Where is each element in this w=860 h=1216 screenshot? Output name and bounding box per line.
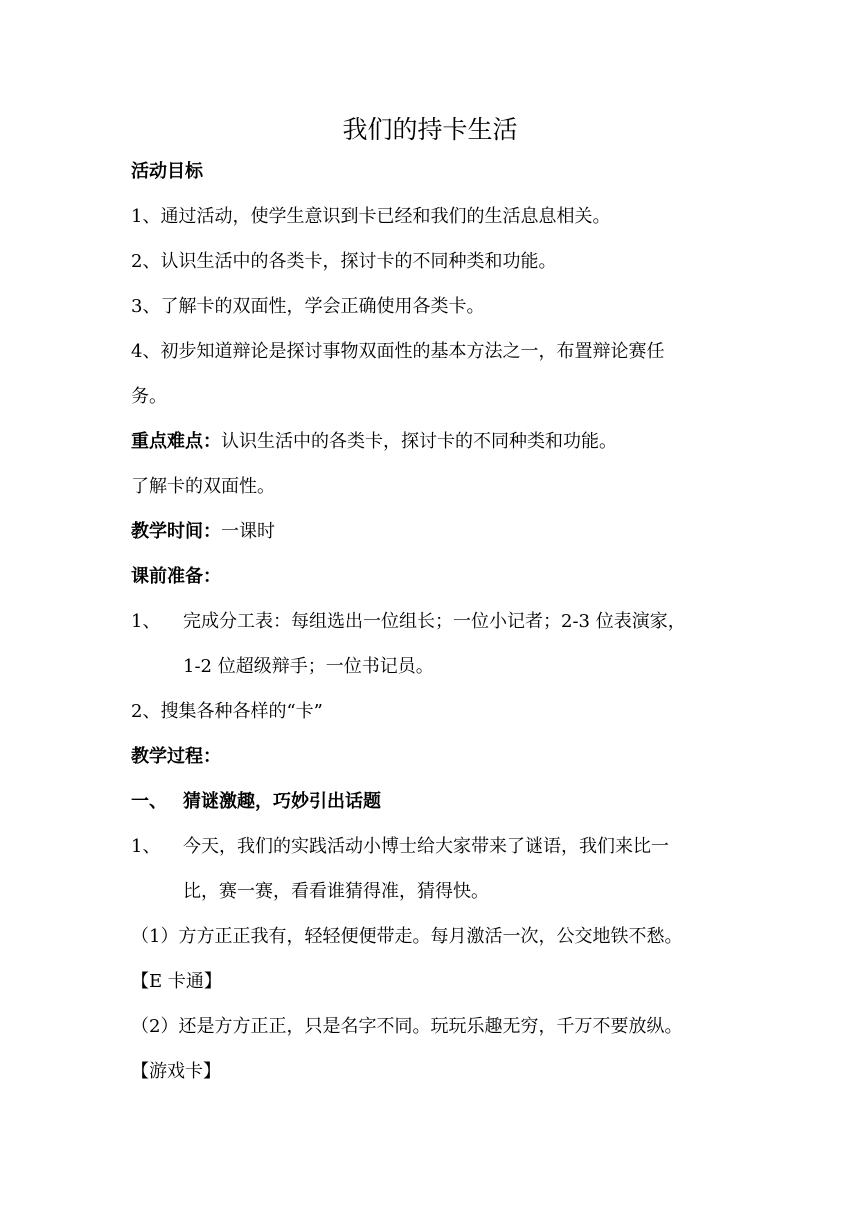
prep-item-1-continued: 1-2 位超级辩手；一位书记员。 bbox=[183, 656, 434, 677]
document-title: 我们的持卡生活 bbox=[342, 115, 518, 144]
section-1-heading bbox=[131, 782, 731, 827]
section-1-number: 一、 bbox=[131, 791, 167, 812]
prep-item-2: 2、搜集各种各样的“卡” bbox=[131, 701, 323, 722]
step-1-number: 1、 bbox=[131, 836, 161, 857]
prep-item-1-text: 完成分工表：每组选出一位组长；一位小记者；2-3 位表演家， bbox=[183, 611, 686, 632]
section-1-title: 猜谜激趣，巧妙引出话题 bbox=[183, 791, 381, 812]
key-points-label: 重点难点： bbox=[131, 431, 221, 452]
objective-item: 3、了解卡的双面性，学会正确使用各类卡。 bbox=[131, 296, 485, 317]
teaching-time bbox=[131, 512, 731, 557]
document-body bbox=[131, 152, 731, 1097]
prep-heading: 课前准备： bbox=[131, 566, 221, 587]
riddle-2: （2）还是方方正正，只是名字不同。玩玩乐趣无穷，千万不要放纵。 bbox=[131, 1016, 683, 1037]
process-heading: 教学过程： bbox=[131, 746, 221, 767]
answer-2: 【游戏卡】 bbox=[131, 1061, 221, 1082]
step-1-text: 今天，我们的实践活动小博士给大家带来了谜语，我们来比一 bbox=[183, 836, 669, 857]
step-1 bbox=[131, 827, 731, 872]
key-points bbox=[131, 422, 731, 467]
objective-item: 4、初步知道辩论是探讨事物双面性的基本方法之一，布置辩论赛任 bbox=[131, 341, 665, 362]
prep-item-1 bbox=[131, 602, 731, 647]
teaching-time-label: 教学时间： bbox=[131, 521, 221, 542]
objective-item: 2、认识生活中的各类卡，探讨卡的不同种类和功能。 bbox=[131, 251, 557, 272]
key-points-line2: 了解卡的双面性。 bbox=[131, 476, 275, 497]
teaching-time-text: 一课时 bbox=[221, 521, 275, 542]
objective-item-continued: 务。 bbox=[131, 386, 167, 407]
prep-item-1-number: 1、 bbox=[131, 611, 161, 632]
step-1-continued: 比，赛一赛，看看谁猜得准，猜得快。 bbox=[183, 881, 489, 902]
riddle-1: （1）方方正正我有，轻轻便便带走。每月激活一次，公交地铁不愁。 bbox=[131, 926, 683, 947]
answer-1: 【E 卡通】 bbox=[131, 971, 222, 992]
objectives-heading: 活动目标 bbox=[131, 161, 203, 182]
key-points-text: 认识生活中的各类卡，探讨卡的不同种类和功能。 bbox=[221, 431, 617, 452]
objective-item: 1、通过活动，使学生意识到卡已经和我们的生活息息相关。 bbox=[131, 206, 611, 227]
